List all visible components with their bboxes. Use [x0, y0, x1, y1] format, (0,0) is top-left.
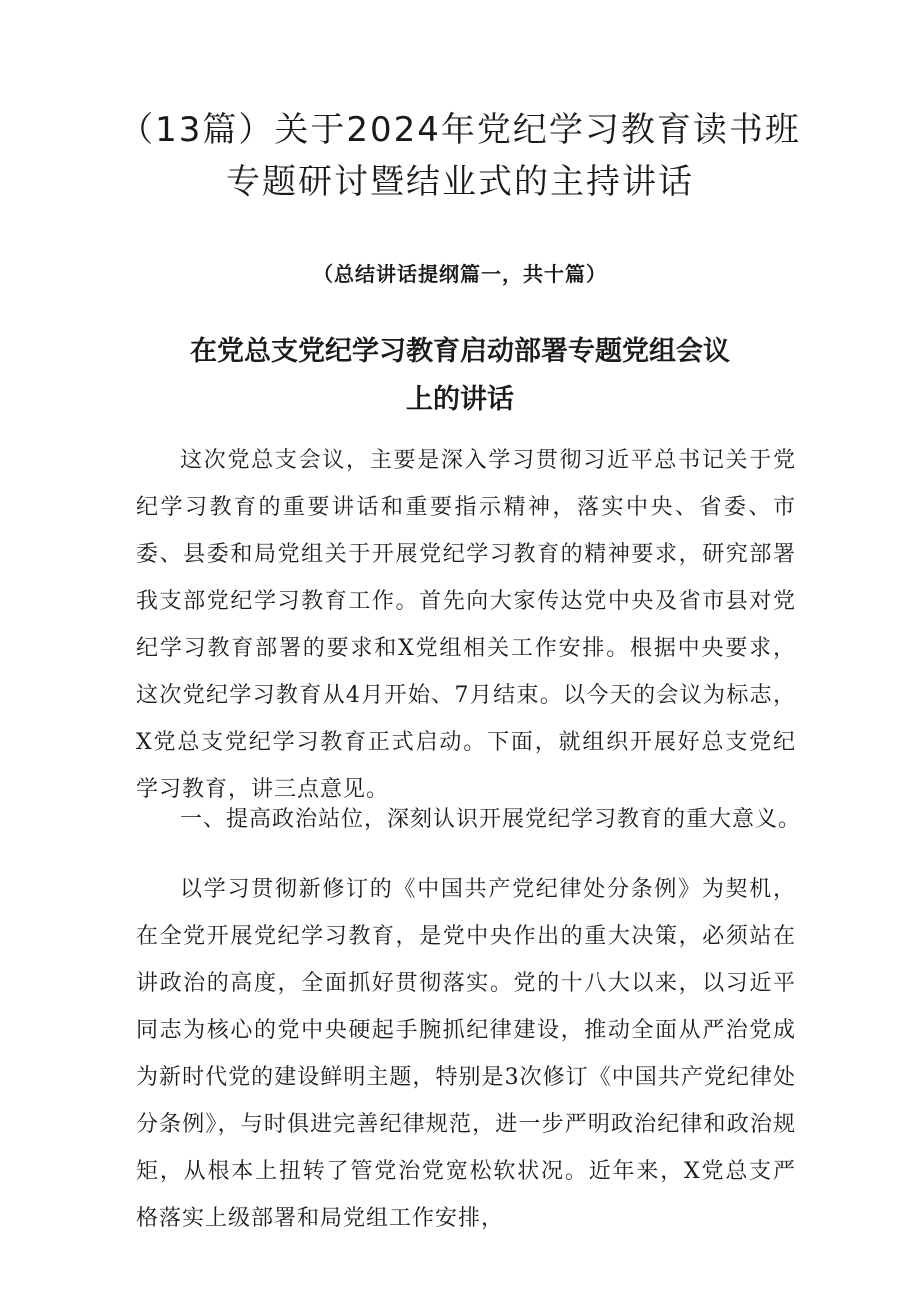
section-title-line-1: 在党总支党纪学习教育启动部署专题党组会议	[190, 336, 730, 367]
section-heading-one: 一、提高政治站位，深刻认识开展党纪学习教育的重大意义。	[180, 807, 802, 832]
document-title-line-1: （13篇）关于2024年党纪学习教育读书班	[119, 110, 801, 150]
document-title-line-2: 专题研讨暨结业式的主持讲话	[226, 162, 694, 202]
document-subtitle: （总结讲话提纲篇一，共十篇）	[313, 262, 607, 286]
section-title-line-2: 上的讲话	[406, 384, 514, 415]
body-paragraph-1: 这次党总支会议，主要是深入学习贯彻习近平总书记关于党纪学习教育的重要讲话和重要指示精神，落实中央、省委、市委、县委和局党组关于开展党纪学习教育的精神要求，研究部署我支部党纪学习教育工作。首先向大家传达党中央及省市县对党纪学习教育部署的要求和X党组相关工作安排。根据中央要求，这次党纪学习教育从4月开始、7月结束。以今天的会议为标志，X党总支党纪学习教育正式启动。下面，就组织开展好总支党纪学习教育，讲三点意见。	[136, 448, 796, 802]
body-paragraph-2: 以学习贯彻新修订的《中国共产党纪律处分条例》为契机，在全党开展党纪学习教育，是党中央作出的重大决策，必须站在讲政治的高度，全面抓好贯彻落实。党的十八大以来，以习近平同志为核心的党中央硬起手腕抓纪律建设，推动全面从严治党成为新时代党的建设鲜明主题，特别是3次修订《中国共产党纪律处分条例》，与时俱进完善纪律规范，进一步严明政治纪律和政治规矩，从根本上扭转了管党治党宽松软状况。近年来，X党总支严格落实上级部署和局党组工作安排，	[136, 877, 796, 1231]
